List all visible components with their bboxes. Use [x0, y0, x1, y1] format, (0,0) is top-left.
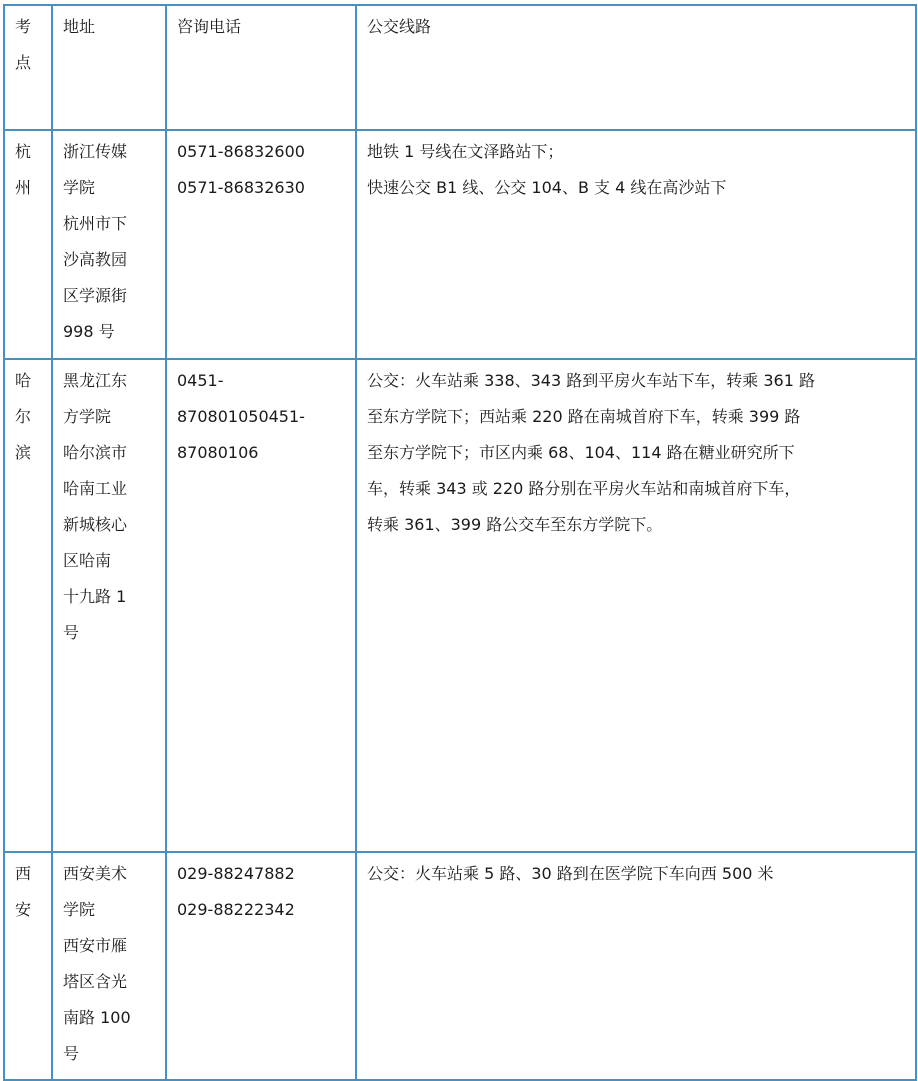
- address-line: 西安美术: [63, 864, 128, 883]
- route-line: 至东方学院下；市区内乘 68、104、114 路在糖业研究所下: [367, 443, 795, 462]
- phone-number: 0571-86832600: [177, 142, 305, 161]
- address-line: 哈尔滨市: [63, 443, 128, 462]
- address-cell: [52, 359, 166, 852]
- phone-number: 870801050451-: [177, 407, 305, 426]
- address-line: 998 号: [63, 322, 115, 341]
- route-cell: [356, 359, 916, 852]
- table-row-harbin: [4, 359, 916, 852]
- route-line: 公交：火车站乘 338、343 路到平房火车站下车，转乘 361 路: [367, 371, 815, 390]
- address-line: 沙高教园: [63, 250, 128, 269]
- exam-site-table: [3, 4, 917, 1081]
- city-char: 哈: [15, 371, 32, 390]
- address-line: 西安市雁: [63, 936, 128, 955]
- phone-number: 87080106: [177, 443, 259, 462]
- city-cell: [4, 852, 52, 1080]
- header-exam-site-char: 点: [15, 53, 32, 72]
- route-line: 转乘 361、399 路公交车至东方学院下。: [367, 515, 663, 534]
- address-cell: [52, 130, 166, 359]
- address-line: 区学源街: [63, 286, 128, 305]
- city-char: 西: [15, 864, 32, 883]
- route-line: 快速公交 B1 线、公交 104、B 支 4 线在高沙站下: [367, 178, 727, 197]
- address-line: 南路 100: [63, 1008, 131, 1027]
- address-line: 学院: [63, 178, 96, 197]
- header-exam-site: [4, 5, 52, 130]
- address-line: 黑龙江东: [63, 371, 128, 390]
- header-exam-site-char: 考: [15, 17, 32, 36]
- route-line: 地铁 1 号线在文泽路站下；: [367, 142, 564, 161]
- city-char: 滨: [15, 443, 32, 462]
- city-cell: [4, 359, 52, 852]
- address-line: 十九路 1: [63, 587, 127, 606]
- address-line: 号: [63, 623, 80, 642]
- address-line: 学院: [63, 900, 96, 919]
- city-cell: [4, 130, 52, 359]
- address-line: 号: [63, 1044, 80, 1063]
- table-header-row: [4, 5, 916, 130]
- phone-cell: [166, 359, 356, 852]
- route-line: 至东方学院下；西站乘 220 路在南城首府下车，转乘 399 路: [367, 407, 801, 426]
- header-bus-route: 公交线路: [356, 5, 916, 130]
- phone-number: 029-88222342: [177, 900, 295, 919]
- header-phone: 咨询电话: [166, 5, 356, 130]
- phone-number: 0571-86832630: [177, 178, 305, 197]
- route-cell: [356, 130, 916, 359]
- city-char: 杭: [15, 142, 32, 161]
- city-char: 尔: [15, 407, 32, 426]
- phone-cell: [166, 130, 356, 359]
- address-line: 塔区含光: [63, 972, 128, 991]
- city-char: 州: [15, 178, 32, 197]
- table-row-hangzhou: [4, 130, 916, 359]
- city-char: 安: [15, 900, 32, 919]
- phone-number: 029-88247882: [177, 864, 295, 883]
- header-address: 地址: [52, 5, 166, 130]
- route-line: 公交：火车站乘 5 路、30 路到在医学院下车向西 500 米: [367, 864, 774, 883]
- address-line: 方学院: [63, 407, 112, 426]
- address-line: 浙江传媒: [63, 142, 128, 161]
- address-line: 区哈南: [63, 551, 112, 570]
- table-row-xian: [4, 852, 916, 1080]
- address-line: 杭州市下: [63, 214, 128, 233]
- phone-number: 0451-: [177, 371, 224, 390]
- route-cell: [356, 852, 916, 1080]
- address-line: 哈南工业: [63, 479, 128, 498]
- route-line: 车，转乘 343 或 220 路分别在平房火车站和南城首府下车，: [367, 479, 801, 498]
- address-line: 新城核心: [63, 515, 128, 534]
- phone-cell: [166, 852, 356, 1080]
- address-cell: [52, 852, 166, 1080]
